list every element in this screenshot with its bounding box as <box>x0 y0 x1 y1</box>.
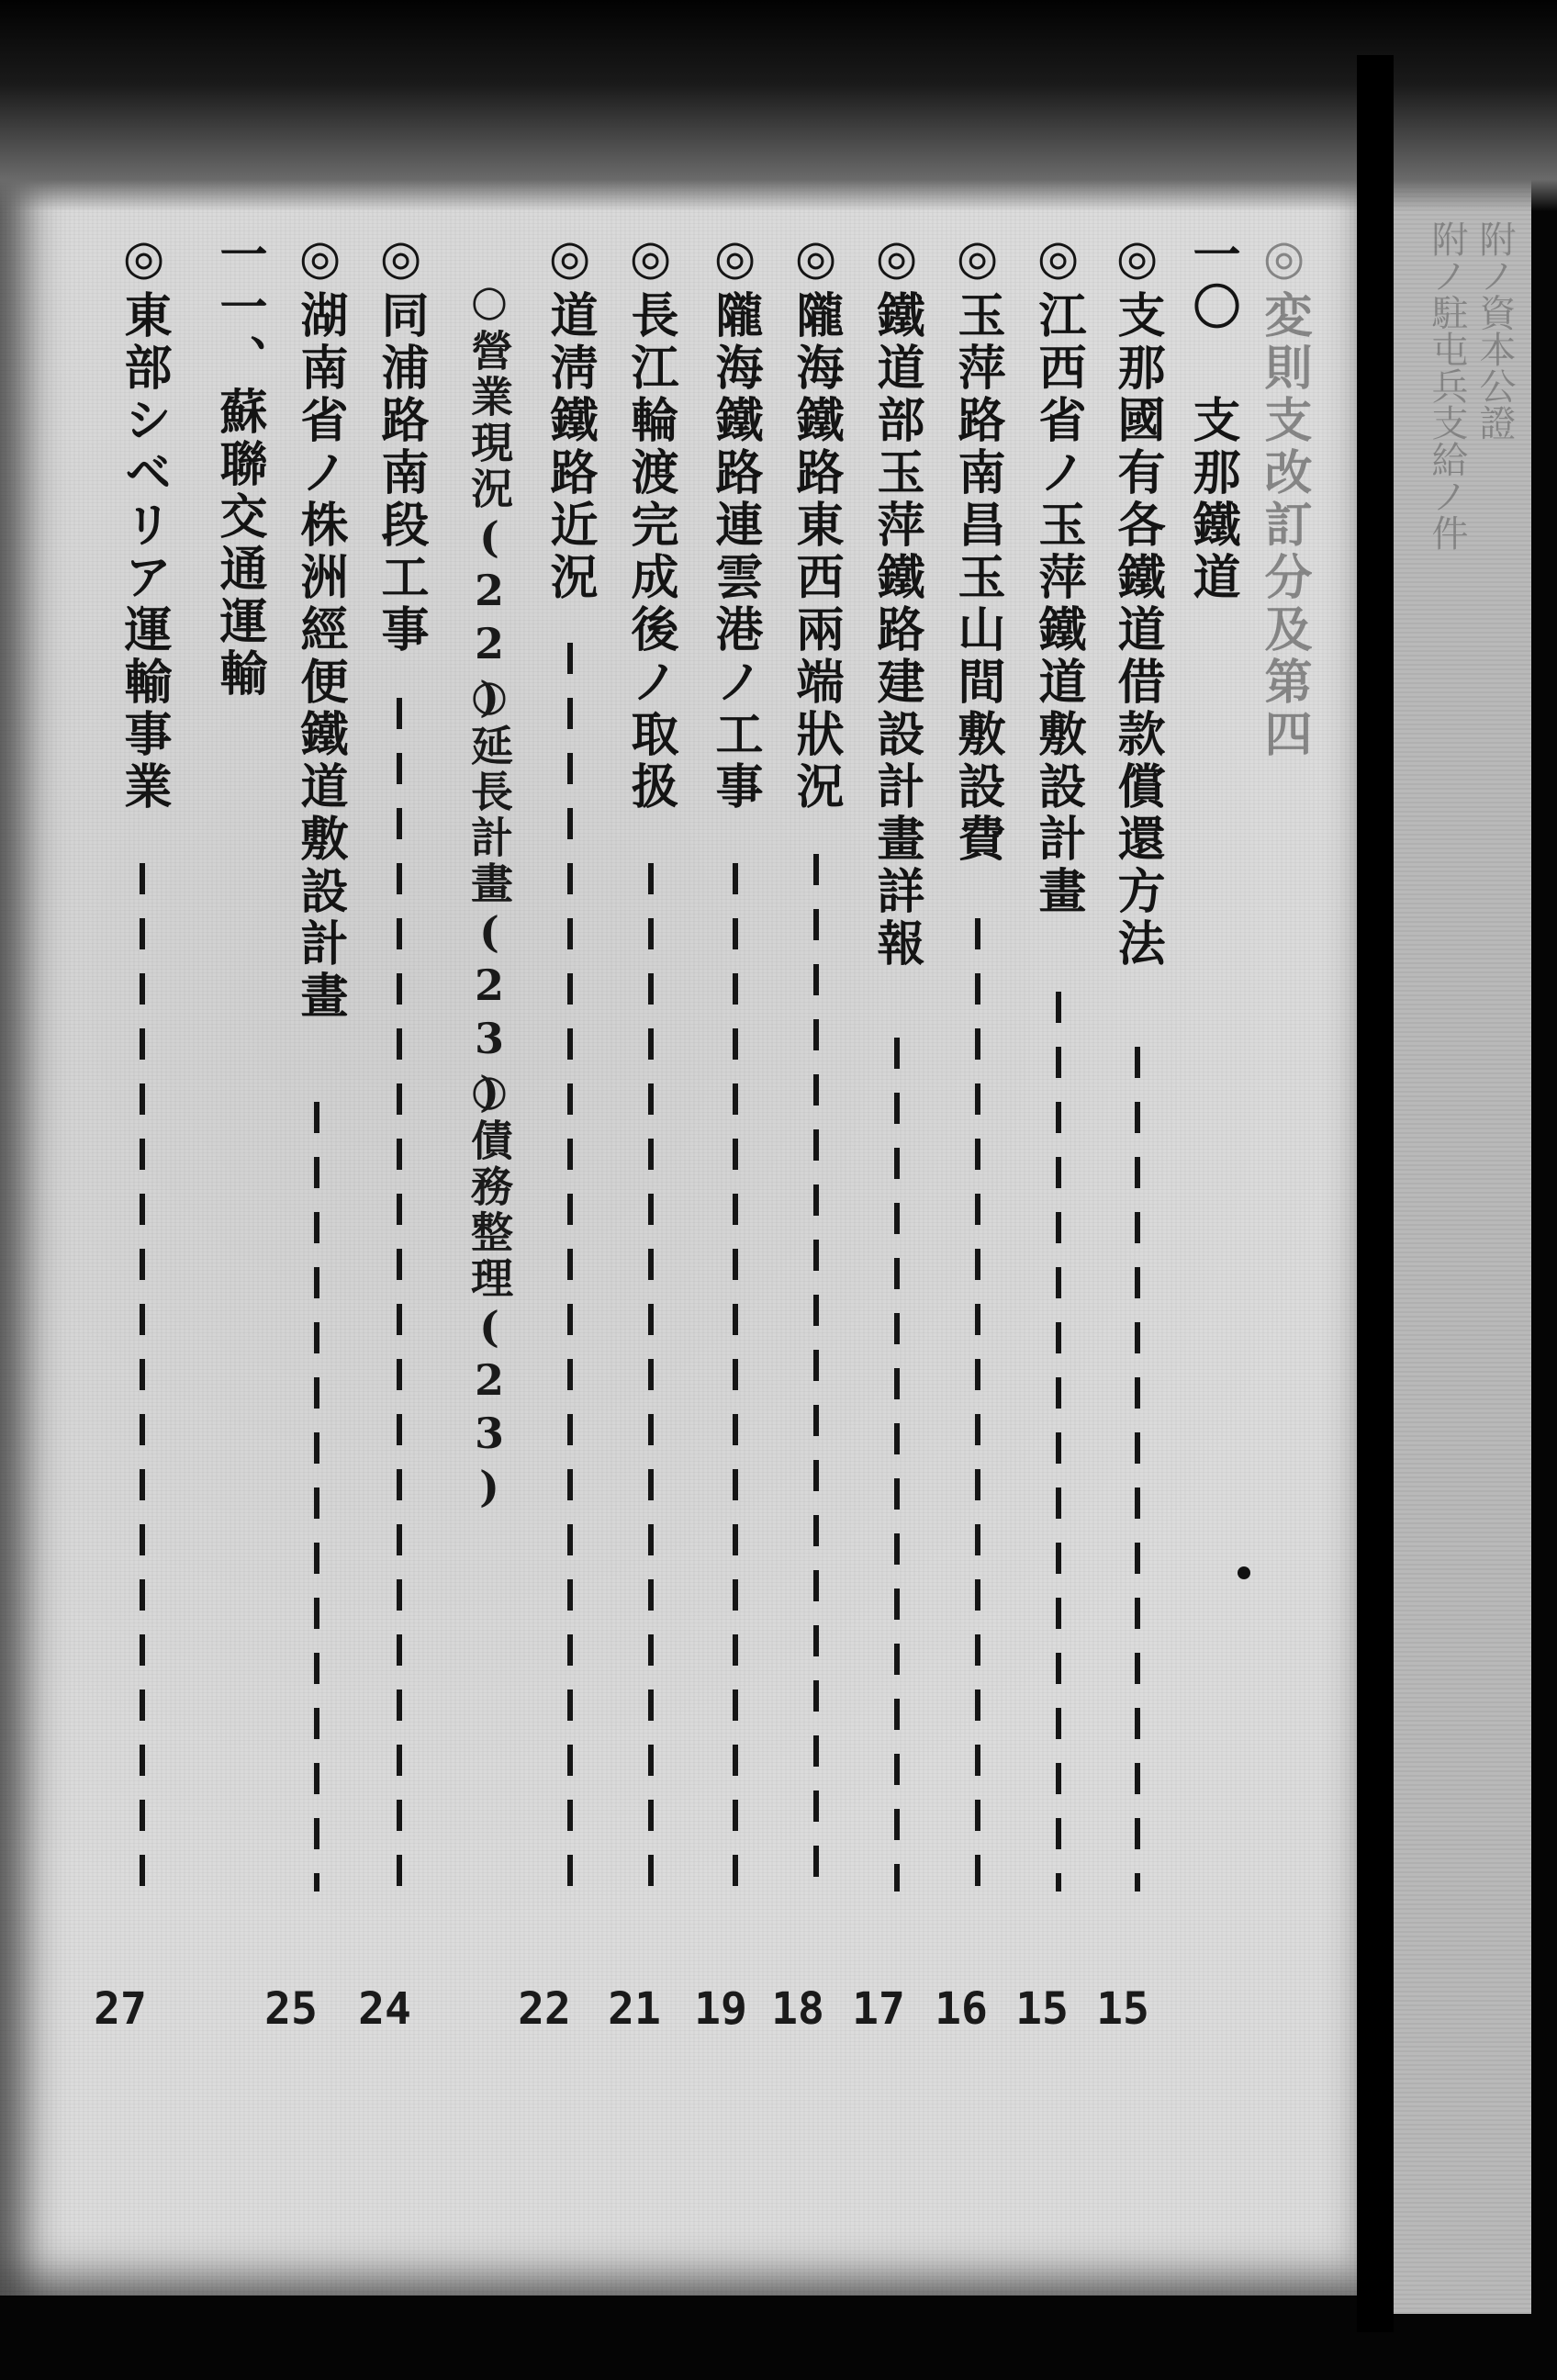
toc-page-number: 22 <box>518 1983 571 2035</box>
leader-dots <box>1135 1047 1140 1892</box>
toc-entry[interactable]: ◎隴海鐵路東西兩端狀況 <box>788 230 844 814</box>
toc-sub-entry[interactable] <box>466 1065 512 1515</box>
toc-entry[interactable]: ◎江西省ノ玉萍鐵道敷設計畫 <box>1030 230 1086 918</box>
adjacent-page <box>1394 73 1531 2314</box>
adjacent-page-text: 附ノ駐屯兵支給ノ件 <box>1426 220 1468 551</box>
sub-entry-label: ○營業現況 <box>465 275 514 512</box>
sub-entry-label: ○延長計畫 <box>465 670 514 907</box>
sub-entry-page: (23) <box>465 907 514 1120</box>
toc-header-faint: ◎変則支改訂分及第四 <box>1256 230 1312 761</box>
leader-dots <box>567 643 573 1892</box>
sub-entry-label: ○債務整理 <box>465 1065 514 1302</box>
book-gutter <box>1357 55 1394 2332</box>
leader-dots <box>733 863 738 1892</box>
page-top-shadow <box>0 0 1557 211</box>
toc-page-number: 18 <box>771 1983 824 2035</box>
toc-entry[interactable]: ◎鐵道部玉萍鐵路建設計畫詳報 <box>868 230 924 971</box>
toc-entry[interactable]: ◎長江輪渡完成後ノ取扱 <box>622 230 678 814</box>
leader-dots <box>813 854 819 1892</box>
leader-dots <box>975 918 980 1892</box>
toc-page-number: 17 <box>852 1983 905 2035</box>
leader-dots <box>1056 992 1061 1892</box>
ink-spot <box>1238 1566 1250 1579</box>
toc-page-number: 21 <box>608 1983 661 2035</box>
toc-page-number: 24 <box>358 1983 411 2035</box>
toc-page-number: 25 <box>264 1983 318 2035</box>
toc-entry[interactable]: ◎東部シベリア運輸事業 <box>116 230 172 814</box>
toc-entry[interactable]: ◎隴海鐵路連雲港ノ工事 <box>707 230 763 814</box>
toc-page-number: 27 <box>94 1983 147 2035</box>
adjacent-page-text: 附ノ資本公證 <box>1473 220 1516 441</box>
toc-entry[interactable]: ◎湖南省ノ株洲經便鐵道敷設計畫 <box>292 230 348 1023</box>
toc-section-heading: 一一、蘇聯交通運輸 <box>211 230 267 701</box>
toc-sub-entry[interactable] <box>466 275 512 725</box>
toc-entry[interactable]: ◎道淸鐵路近況 <box>542 230 598 604</box>
leader-dots <box>140 863 145 1892</box>
toc-page-number: 19 <box>694 1983 747 2035</box>
toc-sub-entry[interactable] <box>466 670 512 1120</box>
leader-dots <box>314 1102 319 1892</box>
sub-entry-page: (23) <box>465 1302 514 1515</box>
toc-page-number: 15 <box>1015 1983 1069 2035</box>
leader-dots <box>397 698 402 1892</box>
toc-page-number: 16 <box>935 1983 988 2035</box>
leader-dots <box>894 1038 900 1892</box>
toc-entry[interactable]: ◎玉萍路南昌玉山間敷設費 <box>949 230 1005 866</box>
toc-page-number: 15 <box>1096 1983 1149 2035</box>
toc-entry[interactable]: ◎同浦路南段工事 <box>373 230 429 657</box>
sub-entry-page: (22) <box>465 512 514 725</box>
toc-entry[interactable]: ◎支那國有各鐵道借款償還方法 <box>1109 230 1165 971</box>
leader-dots <box>648 863 654 1892</box>
toc-section-heading: 一〇 支那鐵道 <box>1184 230 1240 604</box>
